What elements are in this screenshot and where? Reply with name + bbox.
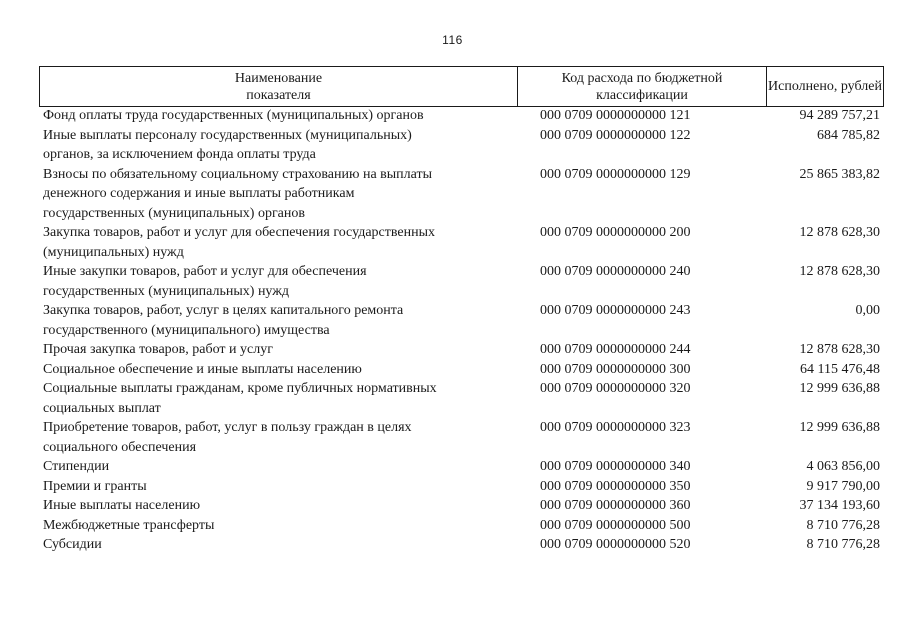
- row-budget-code: 000 0709 0000000000 122: [540, 127, 691, 143]
- row-indicator-name: [43, 165, 513, 224]
- table-row: [0, 262, 905, 301]
- row-indicator-name-line: Иные выплаты населению: [43, 498, 201, 513]
- row-indicator-name-line: Иные закупки товаров, работ и услуг для обеспечения: [43, 264, 367, 279]
- row-executed-amount: 12 999 636,88: [799, 420, 880, 435]
- row-indicator-name-line: органов, за исключением фонда оплаты труда: [43, 147, 316, 162]
- table-row: [0, 106, 905, 126]
- row-executed-amount: 25 865 383,82: [799, 166, 880, 182]
- row-indicator-name: [43, 477, 513, 497]
- row-budget-code: 000 0709 0000000000 360: [540, 498, 691, 513]
- row-indicator-name: [43, 340, 513, 360]
- table-row: [0, 223, 905, 262]
- row-executed-amount: 12 878 628,30: [799, 264, 880, 279]
- row-indicator-name: [43, 106, 513, 126]
- row-indicator-name: [43, 379, 513, 418]
- table-body: [0, 106, 905, 555]
- row-indicator-name-line: (муниципальных) нужд: [43, 244, 184, 260]
- table-row: [0, 516, 905, 536]
- row-indicator-name-line: социального обеспечения: [43, 439, 197, 455]
- header-indicator-name: Наименование показателя: [40, 67, 518, 106]
- row-budget-code: 000 0709 0000000000 243: [540, 303, 691, 318]
- row-executed-amount: 8 710 776,28: [806, 517, 880, 533]
- row-indicator-name-line: Приобретение товаров, работ, услуг в пользу граждан в целях: [43, 420, 412, 435]
- table-row: [0, 340, 905, 360]
- row-budget-code: 000 0709 0000000000 129: [540, 166, 691, 182]
- table-row: [0, 301, 905, 340]
- table-row: [0, 165, 905, 224]
- row-indicator-name-line: Межбюджетные трансферты: [43, 517, 215, 533]
- table-row: [0, 360, 905, 380]
- row-executed-amount: 0,00: [855, 303, 880, 318]
- table-row: [0, 477, 905, 497]
- row-indicator-name: [43, 126, 513, 165]
- row-executed-amount: 684 785,82: [817, 127, 880, 143]
- row-executed-amount: 12 878 628,30: [799, 225, 880, 240]
- row-budget-code: 000 0709 0000000000 520: [540, 537, 691, 552]
- row-indicator-name-line: Взносы по обязательному социальному страхованию на выплаты: [43, 166, 433, 182]
- row-indicator-name: [43, 262, 513, 301]
- row-indicator-name-line: Субсидии: [43, 537, 102, 552]
- row-indicator-name: [43, 223, 513, 262]
- row-indicator-name-line: социальных выплат: [43, 400, 161, 416]
- row-indicator-name-line: Закупка товаров, работ и услуг для обеспечения государственных: [43, 225, 436, 240]
- table-row: [0, 379, 905, 418]
- row-budget-code: 000 0709 0000000000 500: [540, 517, 691, 533]
- row-executed-amount: 12 999 636,88: [799, 381, 880, 396]
- row-indicator-name-line: Фонд оплаты труда государственных (муниципальных) органов: [43, 108, 424, 123]
- row-indicator-name: [43, 418, 513, 457]
- row-executed-amount: 12 878 628,30: [799, 342, 880, 357]
- row-indicator-name-line: государственных (муниципальных) органов: [43, 205, 306, 221]
- row-budget-code: 000 0709 0000000000 320: [540, 381, 691, 396]
- row-indicator-name-line: денежного содержания и иные выплаты работникам: [43, 186, 355, 201]
- row-budget-code: 000 0709 0000000000 244: [540, 342, 691, 357]
- row-indicator-name-line: Прочая закупка товаров, работ и услуг: [43, 342, 273, 357]
- row-executed-amount: 8 710 776,28: [806, 537, 880, 552]
- row-budget-code: 000 0709 0000000000 300: [540, 361, 691, 377]
- table-header: [39, 66, 884, 107]
- row-budget-code: 000 0709 0000000000 240: [540, 264, 691, 279]
- row-budget-code: 000 0709 0000000000 340: [540, 459, 691, 474]
- table-row: [0, 418, 905, 457]
- row-indicator-name: [43, 457, 513, 477]
- row-executed-amount: 37 134 193,60: [799, 498, 880, 513]
- row-indicator-name-line: государственного (муниципального) имущества: [43, 322, 330, 338]
- row-indicator-name: [43, 301, 513, 340]
- row-indicator-name: [43, 516, 513, 536]
- table-row: [0, 496, 905, 516]
- row-budget-code: 000 0709 0000000000 121: [540, 108, 691, 123]
- row-indicator-name-line: Стипендии: [43, 459, 110, 474]
- row-budget-code: 000 0709 0000000000 200: [540, 225, 691, 240]
- row-executed-amount: 9 917 790,00: [806, 478, 880, 494]
- row-executed-amount: 94 289 757,21: [799, 108, 880, 123]
- row-indicator-name: [43, 535, 513, 555]
- row-indicator-name-line: Премии и гранты: [43, 478, 147, 494]
- row-indicator-name-line: государственных (муниципальных) нужд: [43, 283, 290, 299]
- table-row: [0, 126, 905, 165]
- row-indicator-name-line: Иные выплаты персоналу государственных (муниципальных): [43, 127, 412, 143]
- header-executed-amount: Исполнено, рублей: [768, 79, 882, 94]
- row-indicator-name-line: Закупка товаров, работ, услуг в целях капитального ремонта: [43, 303, 404, 318]
- row-budget-code: 000 0709 0000000000 350: [540, 478, 691, 494]
- row-indicator-name-line: Социальные выплаты гражданам, кроме публичных нормативных: [43, 381, 437, 396]
- row-indicator-name: [43, 360, 513, 380]
- row-executed-amount: 4 063 856,00: [806, 459, 880, 474]
- table-row: [0, 535, 905, 555]
- header-budget-code: Код расхода по бюджетной классификации: [518, 67, 767, 106]
- row-budget-code: 000 0709 0000000000 323: [540, 420, 691, 435]
- row-indicator-name: [43, 496, 513, 516]
- table-row: [0, 457, 905, 477]
- page-number: 116: [442, 33, 463, 47]
- row-indicator-name-line: Социальное обеспечение и иные выплаты населению: [43, 361, 362, 377]
- row-executed-amount: 64 115 476,48: [800, 361, 880, 377]
